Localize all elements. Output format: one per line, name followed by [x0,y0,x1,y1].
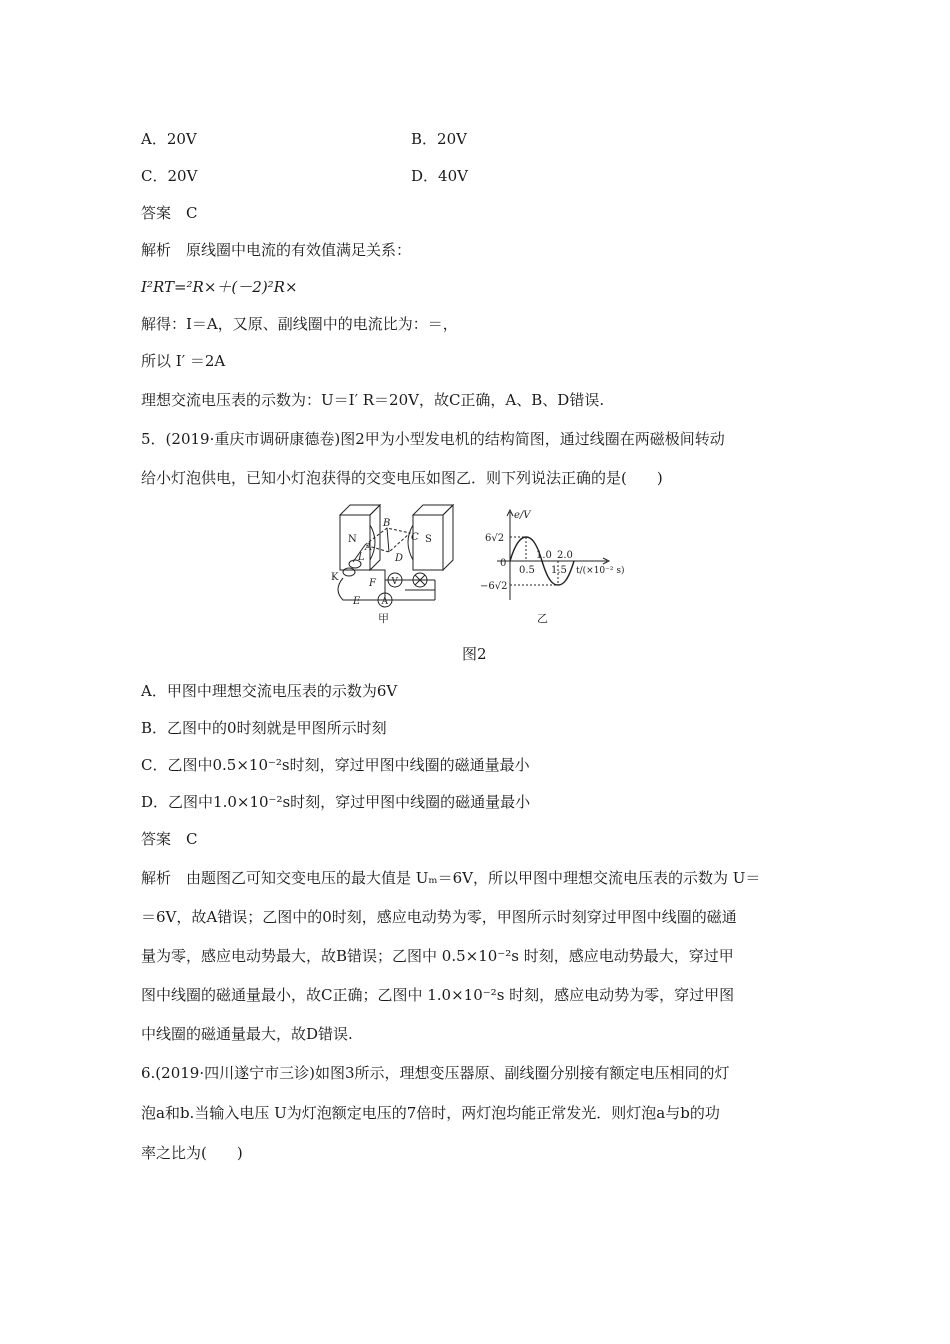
origin-label: 0 [500,558,507,569]
q4-solve: 解得：I＝A，又原、副线圈中的电流比为：＝， [141,315,458,333]
q5-stem-line-1: 5．(2019·重庆市调研康德卷)图2甲为小型发电机的结构简图，通过线圈在两磁极间转动 [141,430,725,448]
q6-stem-line-3: 率之比为( ) [141,1144,243,1162]
tick-0-5: 0.5 [519,565,535,576]
q6-stem-line-2: 泡a和b.当输入电压 U为灯泡额定电压的7倍时，两灯泡均能正常发光．则灯泡a与b的功 [141,1104,720,1122]
voltmeter-label: V [391,577,398,587]
label-E: E [353,596,361,607]
x-axis-label: t/(×10⁻² s) [576,566,625,576]
q5-option-b: B．乙图中的0时刻就是甲图所示时刻 [141,719,387,737]
figure-2-drawing [325,500,625,630]
y-max-label: 6√2 [485,533,505,544]
tick-2-0: 2.0 [557,550,573,561]
q5-analysis-line-4: 图中线圈的磁通量最小，故C正确；乙图中 1.0×10⁻²s 时刻，感应电动势为零，穿过甲图 [141,986,735,1004]
q5-option-a: A．甲图中理想交流电压表的示数为6V [141,682,398,700]
figure-2 [325,500,625,630]
figure-2-caption: 图2 [462,645,487,663]
q5-option-c: C．乙图中0.5×10⁻²s时刻，穿过甲图中线圈的磁通量最小 [141,756,530,774]
prev-option-d: D．40V [411,167,468,185]
figure-jia-caption: 甲 [378,612,389,625]
y-min-label: −6√2 [480,581,508,592]
label-N: N [348,534,357,545]
tick-1-0: 1.0 [536,550,552,561]
q4-answer: 答案 C [141,204,198,222]
figure-yi-caption: 乙 [537,612,548,625]
q4-analysis-intro: 解析 原线圈中电流的有效值满足关系： [141,241,412,259]
q5-stem-line-2: 给小灯泡供电，已知小灯泡获得的交变电压如图乙．则下列说法正确的是( ) [141,469,663,487]
prev-option-b: B．20V [411,130,467,148]
label-B: B [383,518,391,529]
q4-therefore: 所以 I′ ＝2A [141,352,226,370]
prev-option-c: C．20V [141,167,198,185]
tick-1-5: 1.5 [551,565,567,576]
q5-analysis-line-3: 量为零，感应电动势最大，故B错误；乙图中 0.5×10⁻²s 时刻，感应电动势最大，穿过甲 [141,947,734,965]
label-L: L [358,552,365,563]
q4-equation: I²RT=²R×＋(－2)²R× [141,278,298,296]
label-S: S [425,534,432,545]
q5-analysis-line-2: ＝6V，故A错误；乙图中的0时刻，感应电动势为零，甲图所示时刻穿过甲图中线圈的磁通 [141,908,737,926]
q5-analysis-line-1: 解析 由题图乙可知交变电压的最大值是 Uₘ＝6V，所以甲图中理想交流电压表的示数为 U＝ [141,869,761,887]
prev-option-a: A．20V [141,130,197,148]
label-C: C [411,532,419,543]
y-axis-label: e/V [514,510,531,521]
q4-conclusion: 理想交流电压表的示数为：U＝I′ R＝20V，故C正确，A、B、D错误. [141,391,605,409]
q6-stem-line-1: 6.(2019·四川遂宁市三诊)如图3所示，理想变压器原、副线圈分别接有额定电压相同的灯 [141,1064,730,1082]
label-A: A [365,542,373,553]
label-D: D [395,553,404,564]
label-K: K [331,572,339,583]
label-F: F [369,578,376,589]
q5-option-d: D．乙图中1.0×10⁻²s时刻，穿过甲图中线圈的磁通量最小 [141,793,531,811]
ammeter-label: A [381,597,388,607]
voltage-graph [497,510,609,600]
q5-answer: 答案 C [141,830,198,848]
q5-analysis-line-5: 中线圈的磁通量最大，故D错误. [141,1025,353,1043]
